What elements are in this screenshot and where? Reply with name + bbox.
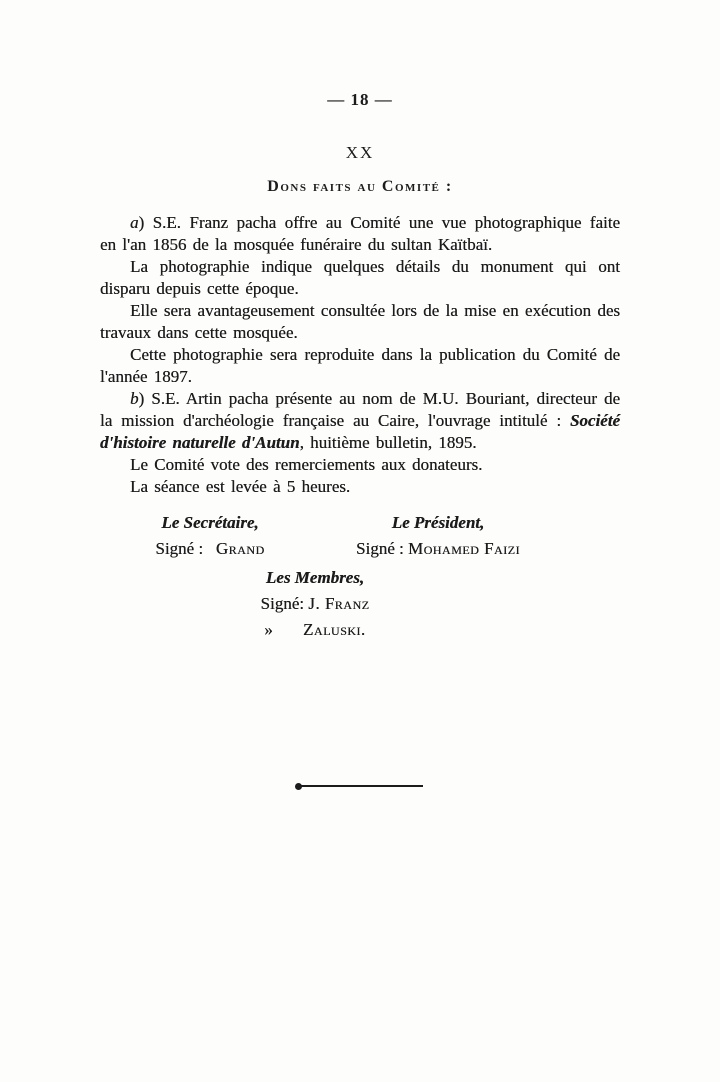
paragraph-photo-details: La photographie indique quelques détails du monument qui ont disparu depuis cette époque.: [100, 257, 620, 298]
members-signe-label: Signé:: [260, 594, 304, 613]
president-signe-label: Signé :: [356, 539, 404, 558]
president-signature-line: [320, 536, 556, 562]
members-signature-line-2: [100, 617, 530, 643]
signature-president: [320, 510, 556, 562]
secretary-signature-line: [100, 536, 320, 562]
signature-secretary: [100, 510, 320, 562]
members-name-zaluski: Zaluski.: [303, 620, 366, 639]
members-title: Les Membres,: [265, 568, 365, 587]
president-title: Le Président,: [391, 513, 485, 532]
section-title: Dons faits au Comité :: [267, 178, 453, 195]
signature-members: [100, 565, 530, 643]
section-number: XX: [345, 143, 375, 162]
paragraph-a: a) S.E. Franz pacha offre au Comité une vue photographique faite en l'an 1856 de la mosquée funéraire du sultan Kaïtbaï.: [100, 213, 620, 254]
members-name-franz: J. Franz: [308, 594, 370, 613]
paragraph-publication: Cette photographie sera reproduite dans la publication du Comité de l'année 1897.: [100, 345, 620, 386]
body-text: [100, 212, 620, 498]
signature-row-officers: [100, 510, 620, 562]
signatures-block: [100, 510, 620, 643]
paragraph-b: b) S.E. Artin pacha présente au nom de M.U. Bouriant, directeur de la mission d'archéologie française au Caire, l'ouvrage intitulé : Société d'histoire naturelle d'Autun, huitième bulletin, 1895.: [100, 389, 620, 452]
secretary-name: Grand: [215, 539, 265, 558]
paragraph-remerciements: Le Comité vote des remerciements aux donateurs.: [130, 455, 483, 474]
decorative-end-rule: [297, 785, 423, 787]
paragraph-seance-levee: La séance est levée à 5 heures.: [130, 477, 351, 496]
secretary-title: Le Secrétaire,: [161, 513, 259, 532]
text-block: [100, 0, 620, 787]
members-signature-line-1: [100, 591, 530, 617]
page-number: — 18 —: [327, 90, 393, 109]
secretary-signe-label: Signé :: [155, 539, 204, 558]
ditto-mark: »: [264, 620, 273, 639]
president-name: Mohamed Faizi: [407, 539, 520, 558]
paragraph-consultation: Elle sera avantageusement consultée lors de la mise en exécution des travaux dans cette mosquée.: [100, 301, 620, 342]
